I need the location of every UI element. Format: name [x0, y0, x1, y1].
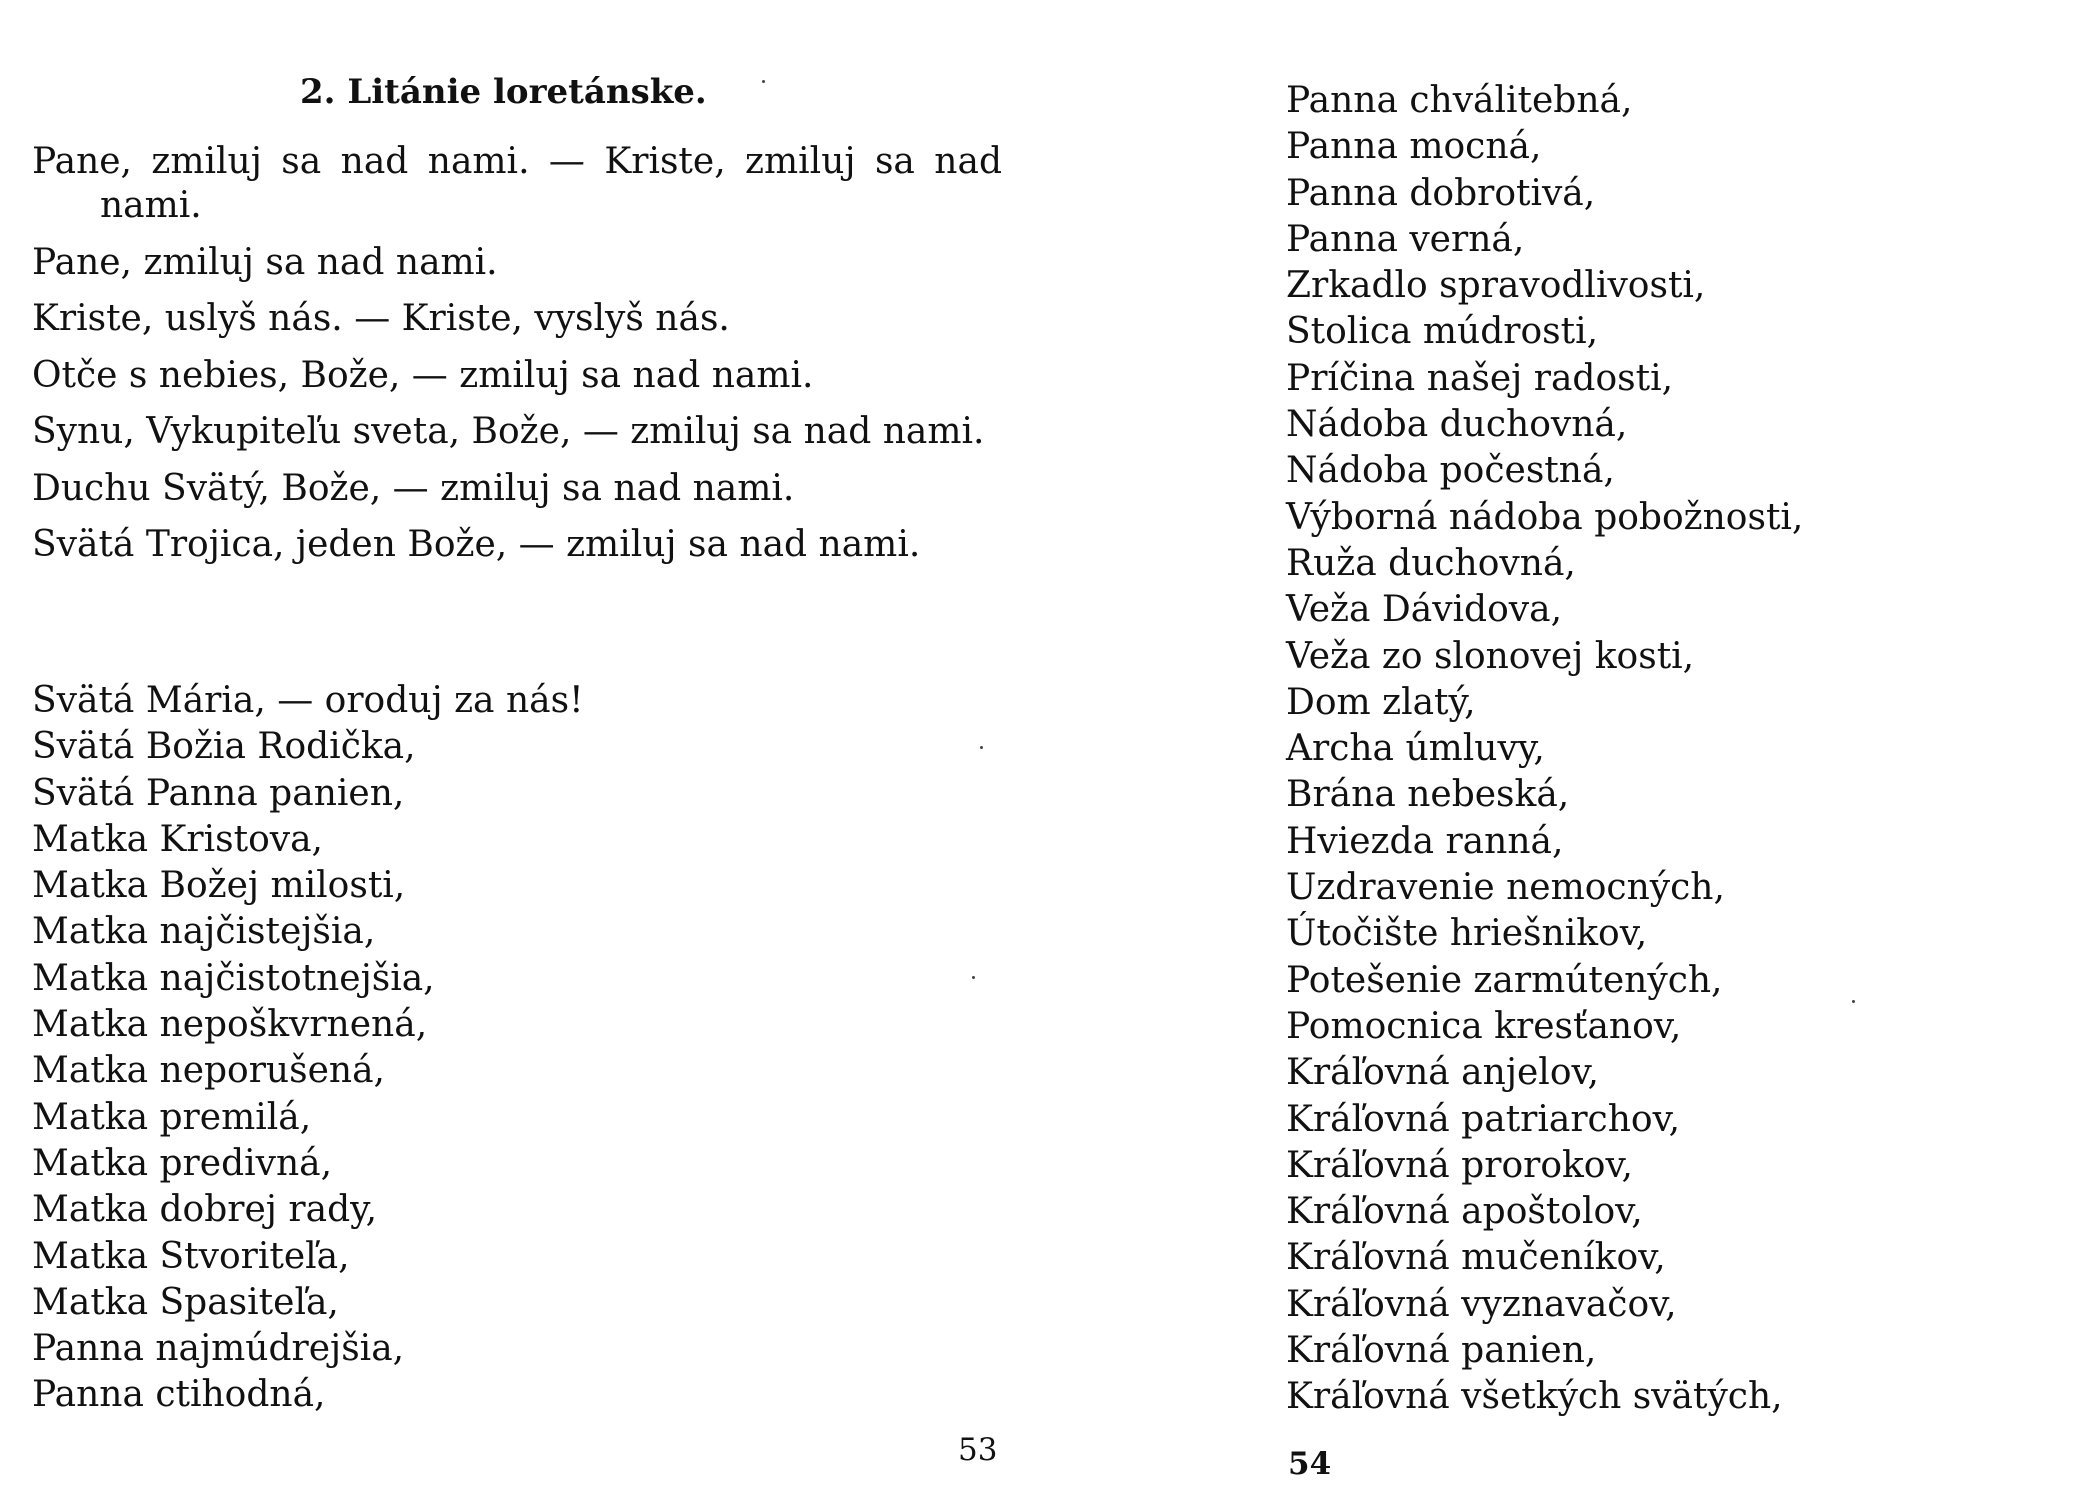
intro-paragraph: Pane, zmiluj sa nad nami. — Kriste, zmiluj sa nad nami. [32, 141, 1002, 226]
invocation-line: Útočište hriešnikov, [1286, 913, 1648, 955]
print-speck [980, 746, 983, 749]
invocation-line: Panna mocná, [1286, 126, 1542, 168]
invocation-line: Výborná nádoba pobožnosti, [1286, 496, 1804, 538]
invocation-line: Matka dobrej rady, [32, 1189, 378, 1231]
invocation-line: Matka neporušená, [32, 1050, 385, 1092]
invocation-line: Matka Božej milosti, [32, 865, 406, 907]
invocation-line: Matka Spasiteľa, [32, 1281, 339, 1323]
invocation-line: Panna ctihodná, [32, 1374, 326, 1416]
right-page [1230, 0, 2070, 1500]
intro-paragraph: Kriste, uslyš nás. — Kriste, vyslyš nás. [32, 298, 730, 339]
invocation-line: Panna chválitebná, [1286, 80, 1633, 121]
intro-paragraphs [32, 140, 1002, 580]
invocation-line: Svätá Panna panien, [32, 772, 405, 814]
invocation-line: Hviezda ranná, [1286, 820, 1564, 862]
print-speck [972, 976, 975, 979]
print-speck [1852, 1000, 1855, 1003]
invocation-line: Príčina našej radosti, [1286, 357, 1674, 399]
invocation-line: Matka premilá, [32, 1096, 312, 1138]
invocation-line: Matka predivná, [32, 1142, 333, 1184]
invocation-line: Kráľovná apoštolov, [1286, 1191, 1643, 1233]
invocation-line: Brána nebeská, [1286, 774, 1570, 816]
invocation-line: Matka Stvoriteľa, [32, 1235, 350, 1277]
invocation-line: Kráľovná vyznavačov, [1286, 1283, 1677, 1325]
invocation-list-right [1286, 78, 1803, 1421]
invocation-line: Archa úmluvy, [1286, 728, 1545, 770]
invocation-line: Potešenie zarmútených, [1286, 959, 1723, 1001]
invocation-line: Kráľovná mučeníkov, [1286, 1237, 1666, 1279]
invocation-line: Kráľovná všetkých svätých, [1286, 1376, 1783, 1418]
invocation-line: Zrkadlo spravodlivosti, [1286, 265, 1706, 307]
invocation-line: Panna verná, [1286, 218, 1525, 260]
page-number-left: 53 [958, 1432, 998, 1468]
invocation-line: Kráľovná patriarchov, [1286, 1098, 1681, 1140]
invocation-line: Matka najčistotnejšia, [32, 957, 435, 999]
page-number-right: 54 [1288, 1446, 1332, 1482]
invocation-line: Veža zo slonovej kosti, [1286, 635, 1695, 677]
invocation-line: Matka najčistejšia, [32, 911, 376, 953]
left-page [0, 0, 1030, 1500]
invocation-line: Dom zlatý, [1286, 681, 1476, 723]
invocation-line: Uzdravenie nemocných, [1286, 867, 1725, 909]
invocation-line: Kráľovná panien, [1286, 1330, 1597, 1372]
intro-paragraph: Synu, Vykupiteľu sveta, Bože, — zmiluj sa nad nami. [32, 411, 985, 452]
intro-paragraph: Otče s nebies, Bože, — zmiluj sa nad nami. [32, 354, 814, 396]
invocation-line: Matka nepoškvrnená, [32, 1004, 428, 1046]
invocation-line: Panna dobrotivá, [1286, 172, 1596, 214]
invocation-line: Matka Kristova, [32, 818, 323, 860]
invocation-line: Nádoba duchovná, [1286, 404, 1628, 446]
invocation-line: Stolica múdrosti, [1286, 311, 1599, 353]
invocation-line: Ruža duchovná, [1286, 542, 1576, 584]
invocation-line: Kráľovná anjelov, [1286, 1052, 1599, 1094]
intro-paragraph: Svätá Trojica, jeden Bože, — zmiluj sa nad nami. [32, 524, 921, 565]
invocation-line: Panna najmúdrejšia, [32, 1328, 405, 1370]
invocation-line: Svätá Mária, — oroduj za nás! [32, 680, 584, 721]
print-speck [762, 80, 765, 83]
invocation-line: Pomocnica kresťanov, [1286, 1005, 1682, 1047]
invocation-list-left [32, 678, 584, 1419]
invocation-line: Nádoba počestná, [1286, 450, 1615, 492]
invocation-line: Svätá Božia Rodička, [32, 726, 416, 768]
intro-paragraph: Duchu Svätý, Bože, — zmiluj sa nad nami. [32, 467, 795, 509]
section-heading: 2. Litánie loretánske. [300, 72, 707, 112]
intro-paragraph: Pane, zmiluj sa nad nami. [32, 241, 498, 283]
invocation-line: Kráľovná prorokov, [1286, 1144, 1633, 1186]
invocation-line: Veža Dávidova, [1286, 589, 1563, 631]
